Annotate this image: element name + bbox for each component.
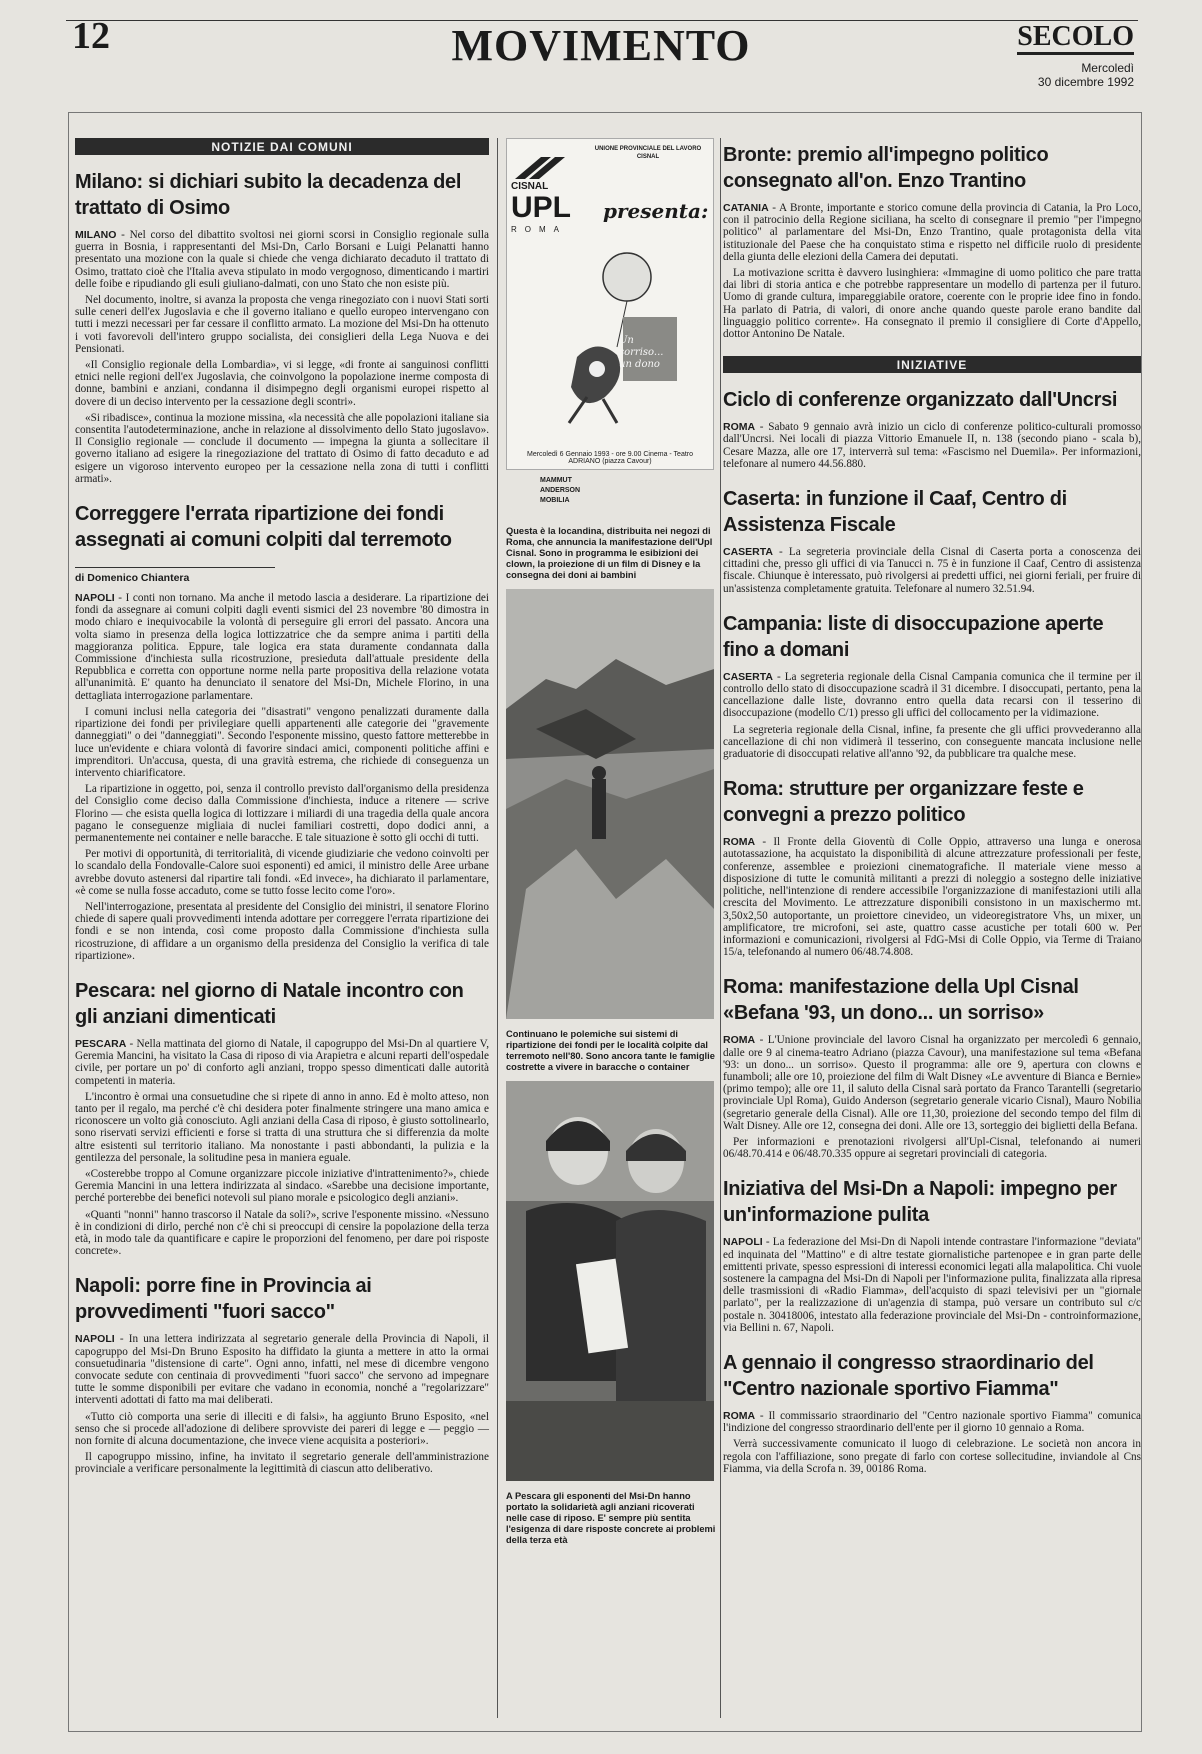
article-bronte (723, 142, 1141, 340)
brand-name: SECOLO (1017, 22, 1134, 55)
logo-upl: UPL (511, 191, 571, 224)
article-title: Roma: manifestazione della Upl Cisnal «Befana '93, un dono... un sorriso» (723, 976, 1079, 1025)
newspaper-brand (1017, 22, 1134, 89)
article-pescara (75, 978, 489, 1257)
flame-logo-icon (511, 153, 581, 183)
article-paragraph: «Il Consiglio regionale della Lombardia», vi si legge, «di fronte ai sanguinosi conflitti etnici nelle regioni dell'ex Jugoslavia, che coinvolgono la popolazione inerme composta di donne, bambini e anziani, condanna il disimpegno degli organismi europei rispetto al dovere di un deciso intervento per la cessazione degli scontri». (75, 359, 489, 408)
photo-caption: A Pescara gli esponenti del Msi-Dn hanno portato la solidarietà agli anziani ricoverati nelle case di riposo. E' sempre più sentita l'esigenza di dare risposte concrete ai problemi della terza età (506, 1491, 716, 1545)
left-column (75, 138, 489, 1492)
earthquake-photo (506, 589, 714, 1019)
article-paragraph: La motivazione scritta è davvero lusinghiera: «Immagine di uomo politico che pare tratta dai libri di storia antica e che potrebbe rappresentare un modello di partenza per il futuro. Uomo di grande cultura, impareggiabile oratore, coerente con le proprie idee fino in fondo. Ha parlato di Patria, di valori, di onore anche quando queste parole erano bandite dal linguaggio politico corrente». Ha consegnato il premio il consigliere di Corte d'Appello, dottor Antonino De Natale. (723, 267, 1141, 341)
section-title: MOVIMENTO (451, 21, 751, 70)
middle-column (506, 138, 716, 1554)
logo-city: ROMA (511, 225, 567, 234)
article-paragraph: «Tutto ciò comporta una serie di illeciti e di falsi», ha aggiunto Bruno Esposito, «nel senso che si procede all'adozione di delibere sprovviste dei pareri di legge e — peggio — non fornite di alcuna documentazione, che invece viene acquisita a posteriori». (75, 1410, 489, 1448)
article-paragraph: ROMA - Il Fronte della Gioventù di Colle Oppio, attraverso una lunga e onerosa autotassazione, ha acquistato la disponibilità di alcune attrezzature professionali per feste, conferenze, assemblee e proiezioni cinematografiche. Il materiale viene messo a disposizione di tutte le comunità militanti a prezzi di noleggio a sostegno delle iniziative politiche, nell'intenzione di rendere accessibile l'organizzazione di manifestazioni utili alla crescita del Movimento. Le attrezzature disponibili consistono in un maxischermo mt. 3,50x2,50 autoportante, un proiettore cinevideo, un videoregistratore Vhs, un mixer, un amplificatore, tre microfoni, sei aste, quattro casse acustiche per totali 600 w. Per informazioni e comunicazioni, rivolgersi al FdG-Msi di Colle Oppio, via Terme di Traiano 15/a, telefonando al numero 06/48.74.808. (723, 836, 1141, 959)
masthead (0, 0, 1202, 110)
photo-caption: Continuano le polemiche sui sistemi di ripartizione dei fondi per le località colpite dal terremoto nell'80. Sono ancora tante le famiglie costrette a vivere in baracche o container (506, 1029, 715, 1072)
article-title: A gennaio il congresso straordinario del "Centro nazionale sportivo Fiamma" (723, 1351, 1094, 1400)
dateline: ROMA (723, 836, 756, 849)
article-paragraph: Nel documento, inoltre, si avanza la proposta che venga rinegoziato con i nuovi Stati sorti sulle ceneri dell'ex Jugoslavia e che il governo italiano e quello europeo intervengano con tutti i mezzi necessari per far cessare il conflitto armato. La mozione del Msi-Dn ha ottenuto i voti favorevoli dell'intero gruppo socialista, dei consiglieri della Lega Nuova e dei Pensionati. (75, 294, 489, 355)
dateline: CATANIA (723, 202, 769, 214)
article-paragraph: «Quanti "nonni" hanno trascorso il Natale da soli?», scrive l'esponente missino. «Nessuno è in condizioni di dirlo, perché non c'è chi si preoccupi di censire la popolazione della terza età, in modo tale da quantificare e capire le proporzioni del fenomeno, per dare poi risposte concrete». (75, 1208, 489, 1258)
article-paragraph: MILANO - Nel corso del dibattito svoltosi nei giorni scorsi in Consiglio regionale sulla guerra in Bosnia, i rappresentanti del Msi-Dn, Carlo Borsani e Luigi Pelanatti hanno presentato una mozione con la quale si chiede che venga dichiarato decaduto il trattato di Osimo, trattato cioè che l'Italia aveva stipulato in modo vergognoso, dimenticando i martiri delle foibe e ripudiando gli esuli giuliano-dalmati, con uno Stato che non esiste più. (75, 229, 489, 290)
poster-art-text: Un sorriso... un dono (619, 335, 664, 370)
sponsor: MOBILIA (540, 497, 570, 504)
article-uncrsi (723, 387, 1141, 470)
byline-rule (75, 567, 275, 568)
article-roma-strutture (723, 776, 1141, 958)
poster-event-info: Mercoledì 6 Gennaio 1993 - ore 9.00 Cinema - Teatro ADRIANO (piazza Cavour) (526, 451, 694, 465)
dateline: NAPOLI (723, 1236, 763, 1249)
poster-header: UNIONE PROVINCIALE DEL LAVORO CISNAL (594, 146, 702, 160)
sponsor: ANDERSON (540, 487, 581, 494)
article-paragraph: ROMA - Sabato 9 gennaio avrà inizio un ciclo di conferenze politico-culturali promosso dall'Uncrsi. Nei locali di piazza Vittorio Emanuele II, n. 138 (secondo piano - scala b), Cesare Mazza, alle ore 17, interverrà sul tema: «Fascismo nel Duemila». Per informazioni, telefonare al numero 44.56.880. (723, 421, 1141, 470)
article-paragraph: CASERTA - La segreteria provinciale della Cisnal di Caserta porta a conoscenza dei cittadini che, presso gli uffici di via Tanucci n. 75 è in funzione il Caaf, Centro di assistenza fiscale. Chiunque è interessato, può rivolgersi ai predetti uffici, nei giorni feriali, per fruire di un'assistenza completamente gratuita. Telefonare al numero 32.51.94. (723, 546, 1141, 595)
dateline: NAPOLI (75, 1333, 115, 1346)
poster-illustration (557, 237, 677, 427)
event-poster (506, 138, 714, 470)
dateline: CASERTA (723, 670, 773, 683)
article-fiamma (723, 1350, 1141, 1475)
dateline: CASERTA (723, 546, 773, 559)
article-caaf (723, 486, 1141, 595)
article-paragraph: Per motivi di opportunità, di territorialità, di vicende giudiziarie che vedono coinvolti per lo scandalo della Fondovalle-Calore suoi esponenti) ed amici, il ministro delle Aree urbane avrebbe dovuto astenersi dal ripartire tali fondi. «Ed invece», ha dichiarato il parlamentare, «è come se nulla fosse accaduto, come se tutto fosse lecito come l'oro». (75, 848, 489, 897)
poster-sponsors (506, 476, 716, 506)
dateline: NAPOLI (75, 592, 115, 605)
article-paragraph: PESCARA - Nella mattinata del giorno di Natale, il capogruppo del Msi-Dn al quartiere V, Geremia Mancini, ha visitato la Casa di riposo di via Arapietra e alcuni reparti dell'ospedale civile, per portare un po' di conforto agli anziani, troppo spesso dimenticati dalle autorità competenti in materia. (75, 1037, 489, 1087)
article-title: Correggere l'errata ripartizione dei fondi assegnati ai comuni colpiti dal terremoto (75, 503, 452, 552)
article-paragraph: Nell'interrogazione, presentata al presidente del Consiglio dei ministri, il senatore Florino chiede di sapere quali provvedimenti intenda adottare per correggere l'errata ripartizione dei fondi e se non intenda, così come proposto dalla Commissione d'inchiesta sulla ricostruzione, di affidare a un organismo della presidenza del Consiglio la verifica di tale ripartizione». (75, 900, 489, 962)
article-paragraph: «Costerebbe troppo al Comune organizzare piccole iniziative d'intrattenimento?», chiede Geremia Mancini in una lettera indirizzata al sindaco. «Sarebbe una decisione importante, perché porterebbe dei benefici notevoli sul piano morale e psicologico degli anziani». (75, 1167, 489, 1205)
article-paragraph: La ripartizione in oggetto, poi, senza il controllo previsto dall'organismo della presidenza del Consiglio come deciso dalla Commissione d'inchiesta, induce a ritenere — scrive Florino — che esista quella logica di lottizzare i miliardi di una tragedia della quale ancora pagano le conseguenze migliaia di nuclei familiari costretti, dopo dodici anni, a permanentemente nei container e nelle baracche. E tale situazione è sotto gli occhi di tutti. (75, 783, 489, 844)
right-column (723, 138, 1141, 1491)
dateline: ROMA (723, 1034, 756, 1047)
article-paragraph: Verrà successivamente comunicato il luogo di celebrazione. Le società non ancora in regola con l'affiliazione, sono pregate di farlo con cortese sollecitudine, inviandole al Cns Fiamma, via della Scrofa n. 39, 00186 Roma. (723, 1438, 1141, 1475)
article-title: Campania: liste di disoccupazione aperte fino a domani (723, 612, 1104, 661)
article-title: Ciclo di conferenze organizzato dall'Uncrsi (723, 389, 1118, 412)
article-paragraph: ROMA - L'Unione provinciale del lavoro Cisnal ha organizzato per mercoledì 6 gennaio, dalle ore 9 al cinema-teatro Adriano (piazza Cavour), una manifestazione sul tema «Befana '93: un dono... un sorriso». Questo il programma: alle ore 9, apertura con clowns e funamboli; alle ore 10, proiezione del film di Walt Disney «Le avventure di Bianca e Bernie» (primo tempo); alle ore 11, il saluto della Cisnal sarà portato da Franco Tarantelli (segretario provinciale Upl Roma), Guido Anderson (segretario generale vicario Cisnal), Mauro Nobilia (segretario generale della Cisnal). Alle ore 11,30, proiezione del secondo tempo del film di Walt Disney. Alle ore 12, consegna dei doni. Alle ore 13, sorteggio dei biglietti della Befana. (723, 1034, 1141, 1132)
photo-caption: Questa è la locandina, distribuita nei negozi di Roma, che annuncia la manifestazione dell'Upl Cisnal. Sono in programma le esibizioni dei clown, la proiezione di un film di Disney e la consegna dei doni ai bambini (506, 526, 713, 580)
article-paragraph: ROMA - Il commissario straordinario del "Centro nazionale sportivo Fiamma" comunica l'indizione del congresso straordinario dell'ente per il giorno 10 gennaio a Roma. (723, 1409, 1141, 1435)
article-paragraph: NAPOLI - I conti non tornano. Ma anche il metodo lascia a desiderare. La ripartizione dei fondi da assegnare ai comuni colpiti dagli eventi sismici del 23 novembre '80 dimostra in modo chiaro e inequivocabile la volontà di perseguire gli errori del passato. Ancora una volta siamo in presenza della logica lottizzatrice che da sempre anima i partiti della maggioranza politica. Eppure, tale logica era stata duramente condannata dalla Commissione d'inchiesta sulla ricostruzione, presieduta dall'attuale presidente della Repubblica e corretta con opportune norme nella parte propositiva della relazione votata all'unanimità. E' quanto ha denunciato il senatore del Msi-Dn, Michele Florino, in una dettagliata interrogazione parlamentare. (75, 592, 490, 702)
pescara-photo-image (506, 1081, 714, 1481)
article-title: Iniziativa del Msi-Dn a Napoli: impegno per un'informazione pulita (723, 1178, 1117, 1227)
article-title: Roma: strutture per organizzare feste e convegni a prezzo politico (723, 778, 1084, 827)
article-befana (723, 974, 1141, 1160)
article-paragraph: CASERTA - La segreteria regionale della Cisnal Campania comunica che il termine per il controllo dello stato di disoccupazione scadrà il 31 dicembre. I disoccupati, pertanto, pena la cancellazione dalle liste, dovranno entro quella data recarsi con il tesserino di disoccupazione (modello C/1) presso gli uffici del collocamento per la vidimazione. (723, 670, 1141, 720)
dateline: ROMA (723, 1409, 756, 1422)
article-campania (723, 611, 1141, 760)
article-paragraph: CATANIA - A Bronte, importante e storico comune della provincia di Catania, la Pro Loco, con il patrocinio della Regione siciliana, ha scelto di consegnare il premio "per l'impegno politico" al parlamentare del Msi-Dn, Enzo Trantino, quale protagonista della vita istituzionale del Paese che ha conquistato stima e rispetto nel difficile ruolo di presidente della giunta delle elezioni della Camera dei deputati. (723, 202, 1142, 263)
dateline: ROMA (723, 421, 756, 434)
article-milano (75, 169, 489, 485)
article-paragraph: Il capogruppo missino, infine, ha invitato il segretario generale dell'amministrazione provinciale a verificare personalmente la legittimità di ciascun atto deliberativo. (75, 1451, 489, 1476)
article-terremoto (75, 501, 489, 962)
article-paragraph: I comuni inclusi nella categoria dei "disastrati" vengono penalizzati duramente dalla ripartizione dei fondi per privilegiare quelli appartenenti alle categorie dei "gravemente danneggiati" o dei "danneggiati". Secondo l'esponente missino, questo fattore metterebbe in luce un'evidente e chiara volontà di favorire sindaci amici, componenti politiche affini e imprenditori. Un'accusa, questa, di una gravità estrema, che richiede di conseguenza un intervento chiarificatore. (75, 705, 489, 779)
article-title: Bronte: premio all'impegno politico consegnato all'on. Enzo Trantino (723, 144, 1049, 192)
article-title: Napoli: porre fine in Provincia ai provvedimenti "fuori sacco" (75, 1275, 372, 1324)
article-paragraph: «Si ribadisce», continua la mozione missina, «la necessità che alle popolazioni italiane sia consentita l'autodeterminazione, anche in relazione al dissolvimento dello Stato jugoslavo». Il Consiglio regionale — conclude il documento — impegna la giunta a sollecitare il governo italiano ad esigere la rinegoziazione del trattato di Osimo di fatto decaduto e ad esigere un vigoroso intervento europeo per la cessazione nella zona di tutti i conflitti armati». (75, 411, 489, 485)
article-napoli-provincia (75, 1273, 489, 1475)
upl-cisnal-logo (511, 153, 581, 233)
article-title: Pescara: nel giorno di Natale incontro con gli anziani dimenticati (75, 979, 464, 1028)
article-paragraph: La segreteria regionale della Cisnal, infine, fa presente che gli uffici provvederanno alla cancellazione di chi non vidimerà il tesserino, con conseguente mancata inclusione nelle graduatorie di disoccupati relative all'anno '92, da pubblicare tra qualche mese. (723, 723, 1141, 761)
page-number: 12 (72, 15, 110, 57)
sponsor: MAMMUT (540, 477, 572, 484)
pescara-photo (506, 1081, 714, 1481)
article-paragraph: NAPOLI - In una lettera indirizzata al segretario generale della Provincia di Napoli, il capogruppo del Msi-Dn Bruno Esposito ha diffidato la giunta a mettere in atto la ormai consuetudinaria "distensione di carte". Ogni anno, infatti, nel mese di dicembre vengono convocate sedute con centinaia di provvedimenti "fuori sacco" che servono ad impegnare tutte le somme disponibili per evitare che vadano in economia, nonché a "regolarizzare" interventi adottati di fatto ma mai deliberati. (75, 1333, 489, 1407)
article-napoli-informazione (723, 1176, 1141, 1334)
article-paragraph: Per informazioni e prenotazioni rivolgersi all'Upl-Cisnal, telefonando ai numeri 06/48.70.414 e 06/48.70.335 oppure ai segretari provinciali di categoria. (723, 1135, 1141, 1161)
column-divider (497, 138, 498, 1718)
article-title: Caserta: in funzione il Caaf, Centro di Assistenza Fiscale (723, 488, 1067, 537)
issue-day: Mercoledì (1081, 61, 1134, 75)
logo-brand: CISNAL (511, 181, 549, 192)
byline: di Domenico Chiantera (75, 572, 190, 585)
earthquake-photo-image (506, 589, 714, 1019)
dateline: PESCARA (75, 1037, 127, 1050)
issue-date: 30 dicembre 1992 (1037, 75, 1134, 89)
poster-presenta: presenta: (603, 199, 709, 223)
dateline: MILANO (75, 229, 117, 241)
article-paragraph: NAPOLI - La federazione del Msi-Dn di Napoli intende contrastare l'informazione "deviata" ed inquinata del "Mattino" e di altre testate giornalistiche partenopee e in gran parte delle emittenti private, spesso espressioni di interessi economici legati alla malapolitica. Chi vuole sostenere la campagna del Msi-Dn di Napoli per l'informazione pulita, finalizzata alla ripresa delle trasmissioni di «Radio Fiamma», dell'acquisto di spazi televisivi per un "giornale parlato", per la realizzazione di un'agenzia di stampa, può versare un contributo sul c/c postale n. 30418006, intestato alla federazione provinciale del Msi-Dn - controinformazione, via Bellini n. 67, Napoli. (723, 1236, 1141, 1334)
section-band: INIZIATIVE (723, 356, 1141, 373)
article-paragraph: L'incontro è ormai una consuetudine che si ripete di anno in anno. Ed è molto atteso, non tanto per il regalo, ma perché c'è chi desidera poter finalmente stringere una mano amica e riconoscere un volto già conosciuto. Agli anziani della Casa di riposo, è giusto sottolinearlo, sono riservati servizi efficienti e forse si tratta di una struttura che si differenzia da molte altre esistenti sul territorio italiano. Ma nonostante i pasti abbondanti, la pulizia e la gentilezza del personale, la solitudine pesa in maniera eguale. (75, 1090, 489, 1164)
article-title: Milano: si dichiari subito la decadenza del trattato di Osimo (75, 171, 462, 219)
section-band: NOTIZIE DAI COMUNI (75, 138, 489, 155)
column-divider (720, 138, 721, 1718)
